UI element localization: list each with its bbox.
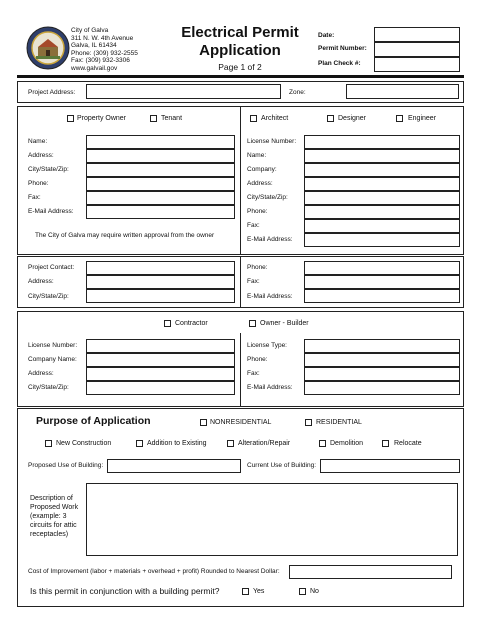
pro-license-field[interactable] — [304, 135, 460, 149]
owner-professional-divider — [240, 106, 241, 255]
pro-fax-label: Fax: — [247, 222, 260, 229]
engineer-label: Engineer — [408, 115, 437, 122]
date-field[interactable] — [374, 27, 460, 42]
addition-label: Addition to Existing — [147, 440, 207, 447]
owner-builder-checkbox[interactable] — [249, 320, 256, 327]
city-address-block — [71, 27, 138, 73]
contact-email-field[interactable] — [304, 289, 460, 303]
contact-phone-field[interactable] — [304, 261, 460, 275]
contact-fax-label: Fax: — [247, 278, 260, 285]
contact-address-field[interactable] — [86, 275, 235, 289]
contact-citystatezip-field[interactable] — [86, 289, 235, 303]
zone-label: Zone: — [289, 89, 306, 96]
owner-fax-field[interactable] — [86, 191, 235, 205]
description-line3: (example: 3 — [30, 513, 67, 520]
city-street: 311 N. W. 4th Avenue — [71, 34, 134, 42]
contractor-license-type-field[interactable] — [304, 339, 460, 353]
residential-label: RESIDENTIAL — [316, 419, 362, 426]
contact-name-label: Project Contact: — [28, 264, 75, 271]
owner-builder-label: Owner - Builder — [260, 320, 309, 327]
title-line1: Electrical Permit — [181, 24, 299, 41]
contractor-address-label: Address: — [28, 370, 54, 377]
addition-checkbox[interactable] — [136, 440, 143, 447]
pro-phone-label: Phone: — [247, 208, 268, 215]
no-label: No — [310, 588, 319, 595]
contractor-divider — [240, 333, 241, 407]
plan-check-label: Plan Check #: — [318, 60, 361, 67]
pro-company-field[interactable] — [304, 163, 460, 177]
description-line4: circuits for attic — [30, 522, 77, 529]
designer-label: Designer — [338, 115, 367, 122]
header-divider — [17, 75, 464, 78]
nonresidential-checkbox[interactable] — [200, 419, 207, 426]
permit-number-field[interactable] — [374, 42, 460, 57]
city-citystate: Galva, IL 61434 — [71, 42, 117, 50]
nonresidential-label: NONRESIDENTIAL — [210, 419, 272, 426]
contractor-company-label: Company Name: — [28, 356, 77, 363]
project-address-label: Project Address: — [28, 89, 76, 96]
purpose-title: Purpose of Application — [36, 415, 151, 427]
architect-label: Architect — [261, 115, 289, 122]
project-address-field[interactable] — [86, 84, 281, 99]
city-name: City of Galva — [71, 27, 109, 34]
pro-citystatezip-label: City/State/Zip: — [247, 194, 288, 201]
contractor-email-label: E-Mail Address: — [247, 384, 293, 391]
project-contact-divider — [240, 256, 241, 308]
owner-citystatezip-label: City/State/Zip: — [28, 166, 69, 173]
description-label — [30, 494, 78, 539]
yes-checkbox[interactable] — [242, 588, 249, 595]
new-construction-checkbox[interactable] — [45, 440, 52, 447]
tenant-checkbox[interactable] — [150, 115, 157, 122]
city-fax: Fax: (309) 932-3306 — [71, 57, 130, 65]
pro-phone-field[interactable] — [304, 205, 460, 219]
contractor-citystatezip-field[interactable] — [86, 381, 235, 395]
cost-field[interactable] — [289, 565, 452, 579]
owner-address-field[interactable] — [86, 149, 235, 163]
contact-email-label: E-Mail Address: — [247, 293, 293, 300]
pro-email-field[interactable] — [304, 233, 460, 247]
owner-fax-label: Fax: — [28, 194, 41, 201]
contractor-license-label: License Number: — [28, 342, 78, 349]
owner-citystatezip-field[interactable] — [86, 163, 235, 177]
owner-email-label: E-Mail Address: — [28, 208, 74, 215]
current-use-label: Current Use of Building: — [247, 462, 317, 469]
date-label: Date: — [318, 32, 335, 39]
contact-citystatezip-label: City/State/Zip: — [28, 293, 69, 300]
title-line2: Application — [199, 42, 281, 59]
building-permit-question: Is this permit in conjunction with a building permit? — [30, 586, 220, 596]
current-use-field[interactable] — [320, 459, 460, 473]
permit-number-label: Permit Number: — [318, 45, 367, 52]
contractor-address-field[interactable] — [86, 367, 235, 381]
owner-name-field[interactable] — [86, 135, 235, 149]
cost-label: Cost of Improvement (labor + materials + overhead + profit) Rounded to Nearest Dollar: — [28, 568, 280, 575]
relocate-label: Relocate — [394, 440, 422, 447]
description-line2: Proposed Work — [30, 504, 79, 511]
contractor-company-field[interactable] — [86, 353, 235, 367]
contractor-label: Contractor — [175, 320, 208, 327]
residential-checkbox[interactable] — [305, 419, 312, 426]
designer-checkbox[interactable] — [327, 115, 334, 122]
owner-phone-field[interactable] — [86, 177, 235, 191]
pro-company-label: Company: — [247, 166, 277, 173]
contractor-phone-label: Phone: — [247, 356, 268, 363]
contractor-license-field[interactable] — [86, 339, 235, 353]
zone-field[interactable] — [346, 84, 459, 99]
property-owner-label: Property Owner — [77, 115, 127, 122]
demolition-checkbox[interactable] — [319, 440, 326, 447]
contractor-checkbox[interactable] — [164, 320, 171, 327]
description-line1: Description of — [30, 495, 73, 502]
contact-name-field[interactable] — [86, 261, 235, 275]
contractor-fax-label: Fax: — [247, 370, 260, 377]
owner-email-field[interactable] — [86, 205, 235, 219]
demolition-label: Demolition — [330, 440, 364, 447]
relocate-checkbox[interactable] — [382, 440, 389, 447]
contact-phone-label: Phone: — [247, 264, 268, 271]
proposed-use-label: Proposed Use of Building: — [28, 462, 104, 469]
owner-approval-note: The City of Galva may require written approval from the owner — [35, 232, 215, 239]
city-website[interactable]: www.galvail.gov — [71, 64, 118, 72]
pro-name-field[interactable] — [304, 149, 460, 163]
proposed-use-field[interactable] — [107, 459, 241, 473]
property-owner-checkbox[interactable] — [67, 115, 74, 122]
description-field[interactable] — [86, 483, 458, 556]
owner-address-label: Address: — [28, 152, 54, 159]
alteration-label: Alteration/Repair — [238, 440, 291, 447]
contractor-phone-field[interactable] — [304, 353, 460, 367]
contact-fax-field[interactable] — [304, 275, 460, 289]
pro-address-label: Address: — [247, 180, 273, 187]
tenant-label: Tenant — [161, 115, 183, 122]
pro-address-field[interactable] — [304, 177, 460, 191]
form-title — [170, 24, 310, 60]
plan-check-field[interactable] — [374, 57, 460, 72]
engineer-checkbox[interactable] — [396, 115, 403, 122]
alteration-checkbox[interactable] — [227, 440, 234, 447]
contractor-email-field[interactable] — [304, 381, 460, 395]
contractor-license-type-label: License Type: — [247, 342, 287, 349]
owner-name-label: Name: — [28, 138, 48, 145]
yes-label: Yes — [253, 588, 265, 595]
description-line5: receptacles) — [30, 531, 69, 538]
architect-checkbox[interactable] — [250, 115, 257, 122]
page-indicator: Page 1 of 2 — [218, 62, 262, 72]
contractor-citystatezip-label: City/State/Zip: — [28, 384, 69, 391]
city-seal-logo — [26, 26, 70, 70]
pro-license-label: License Number: — [247, 138, 297, 145]
no-checkbox[interactable] — [299, 588, 306, 595]
city-phone: Phone: (309) 932-2555 — [71, 49, 138, 57]
pro-name-label: Name: — [247, 152, 267, 159]
contractor-fax-field[interactable] — [304, 367, 460, 381]
new-construction-label: New Construction — [56, 440, 112, 447]
pro-citystatezip-field[interactable] — [304, 191, 460, 205]
pro-fax-field[interactable] — [304, 219, 460, 233]
contact-address-label: Address: — [28, 278, 54, 285]
owner-phone-label: Phone: — [28, 180, 49, 187]
pro-email-label: E-Mail Address: — [247, 236, 293, 243]
